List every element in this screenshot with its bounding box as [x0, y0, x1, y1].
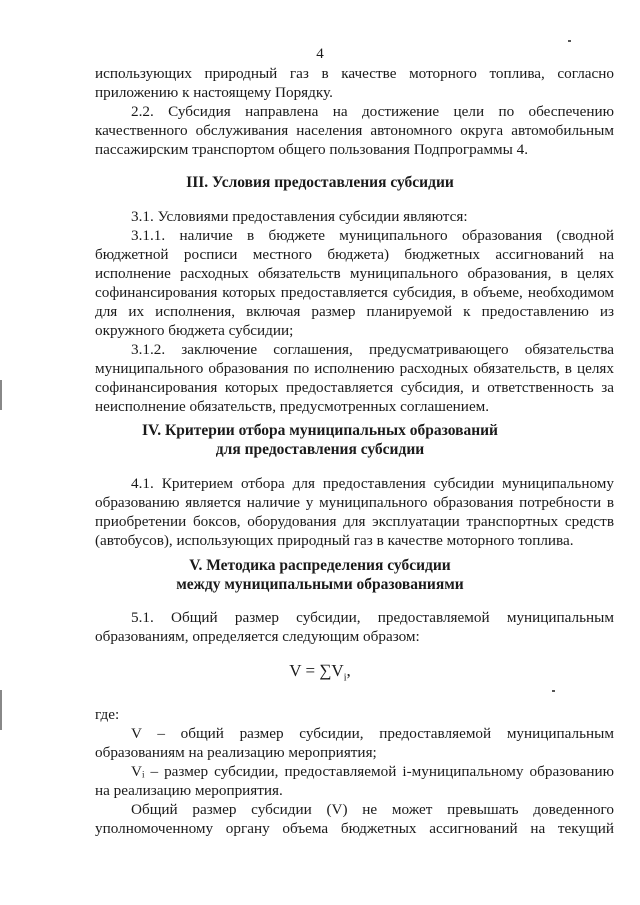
- scan-margin-mark: [0, 690, 2, 730]
- text-line: качественного обслуживания населения автономного округа автомобильным: [95, 122, 614, 139]
- formula-main: V = ∑V: [289, 661, 344, 680]
- text-line: 5.1. Общий размер субсидии, предоставляемой муниципальным: [131, 609, 614, 626]
- text-line: 3.1. Условиями предоставления субсидии являются:: [131, 208, 468, 225]
- text-line: 3.1.1. наличие в бюджете муниципального образования (сводной: [131, 227, 614, 244]
- scan-speck: [552, 690, 555, 692]
- section-heading: III. Условия предоставления субсидии: [186, 174, 454, 191]
- section-heading: для предоставления субсидии: [215, 441, 425, 458]
- subsidy-formula: [0, 661, 640, 683]
- text-line: образованиям на реализацию мероприятия;: [95, 744, 377, 761]
- text-line: софинансирования которых предоставляется субсидия, и ответственность за: [95, 379, 614, 396]
- text-line: V – общий размер субсидии, предоставляемой муниципальным: [131, 725, 614, 742]
- text-line: бюджетной росписи местного бюджета) бюджетных ассигнований на: [95, 246, 614, 263]
- text-line: неисполнение обязательств, предусмотренных соглашением.: [95, 398, 490, 415]
- text-line: 4.1. Критерием отбора для предоставления субсидии муниципальному: [131, 475, 614, 492]
- formula-subscript: i: [343, 672, 347, 684]
- text-line: софинансирования которых предоставляется субсидия, в объеме, необходимом: [95, 284, 614, 301]
- text-line: (автобусов), использующих природный газ в качестве моторного топлива.: [95, 532, 574, 549]
- text-line: пассажирским транспортом общего пользования Подпрограммы 4.: [95, 141, 529, 158]
- text-line: Общий размер субсидии (V) не может превышать доведенного: [131, 801, 614, 818]
- text-line: исполнение расходных обязательств муниципального образования, в целях: [95, 265, 614, 282]
- scan-margin-mark: [0, 380, 2, 410]
- text-line: на реализацию мероприятия.: [95, 782, 283, 799]
- text-line: использующих природный газ в качестве моторного топлива, согласно: [95, 65, 614, 82]
- text-line: 3.1.2. заключение соглашения, предусматривающего обязательства: [131, 341, 614, 358]
- formula-tail: ,: [346, 661, 351, 680]
- text-line: где:: [95, 706, 120, 723]
- page-number: 4: [316, 46, 324, 62]
- text-line: уполномоченному органу объема бюджетных ассигнований на текущий: [95, 820, 614, 837]
- text-line: образованиям, определяется следующим образом:: [95, 628, 420, 645]
- text-line: для их исполнения, включая размер планируемой к предоставлению из: [95, 303, 614, 320]
- scan-speck: [568, 40, 571, 42]
- text-line: приобретении боксов, оборудования для эксплуатации транспортных средств: [95, 513, 614, 530]
- text-line: Vᵢ – размер субсидии, предоставляемой i-муниципальному образованию: [131, 763, 614, 780]
- text-line: муниципального образования по исполнению расходных обязательств, в целях: [95, 360, 614, 377]
- text-line: 2.2. Субсидия направлена на достижение цели по обеспечению: [131, 103, 614, 120]
- section-heading: между муниципальными образованиями: [176, 576, 464, 593]
- text-line: образованию является наличие у муниципального образования потребности в: [95, 494, 614, 511]
- text-line: приложению к настоящему Порядку.: [95, 84, 333, 101]
- section-heading: IV. Критерии отбора муниципальных образований: [141, 422, 498, 439]
- text-line: окружного бюджета субсидии;: [95, 322, 294, 339]
- section-heading: V. Методика распределения субсидии: [189, 557, 451, 574]
